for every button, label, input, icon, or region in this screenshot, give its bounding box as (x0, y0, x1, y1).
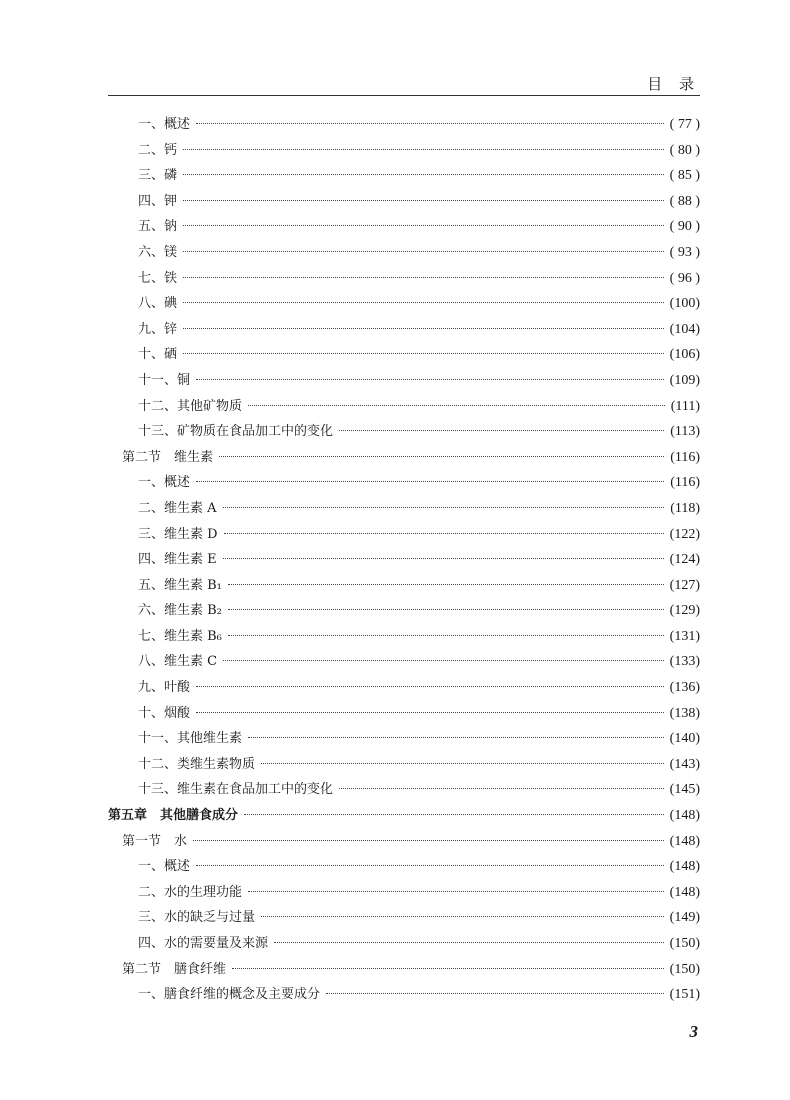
dot-leader (183, 174, 664, 175)
toc-item-row (108, 854, 700, 880)
toc-item-row (108, 496, 700, 522)
dot-leader (223, 660, 664, 661)
dot-leader (224, 533, 664, 534)
toc-entry-label: 二、维生素 A (138, 500, 217, 516)
toc-section-row (108, 445, 700, 471)
dot-leader (232, 968, 664, 969)
dot-leader (248, 891, 664, 892)
dot-leader (228, 609, 664, 610)
dot-leader (223, 558, 664, 559)
toc-item-row (108, 598, 700, 624)
toc-entry-label: 三、水的缺乏与过量 (138, 910, 256, 926)
toc-entry-label: 十三、矿物质在食品加工中的变化 (138, 424, 334, 440)
toc-entry-page: (116) (670, 475, 700, 491)
toc-item-row (108, 624, 700, 650)
toc-item-row (108, 880, 700, 906)
toc-entry-page: (150) (669, 961, 700, 977)
dot-leader (261, 763, 664, 764)
dot-leader (196, 379, 664, 380)
toc-entry-page: (116) (670, 449, 700, 465)
toc-entry-label: 四、维生素 E (138, 552, 217, 568)
toc-entry-label: 六、镁 (138, 244, 178, 260)
dot-leader (196, 712, 664, 713)
toc-item-row (108, 240, 700, 266)
toc-entry-page: (113) (670, 424, 700, 440)
toc-entry-label: 三、维生素 D (138, 526, 218, 542)
toc-entry-page: (148) (669, 859, 700, 875)
toc-entry-page: (136) (669, 680, 700, 696)
toc-item-row (108, 649, 700, 675)
dot-leader (248, 405, 665, 406)
toc-entry-page: (148) (669, 884, 700, 900)
dot-leader (326, 993, 664, 994)
toc-entry-page: (118) (670, 500, 700, 516)
toc-entry-page: (111) (670, 398, 700, 414)
toc-entry-page: (122) (669, 526, 700, 542)
toc-entry-page: ( 93 ) (669, 244, 700, 260)
toc-entry-page: (100) (669, 296, 700, 312)
toc-entry-label: 十二、其他矿物质 (138, 398, 243, 414)
toc-entry-page: ( 80 ) (669, 142, 700, 158)
toc-item-row (108, 138, 700, 164)
dot-leader (219, 456, 664, 457)
toc-item-row (108, 214, 700, 240)
dot-leader (183, 353, 664, 354)
toc-entry-label: 七、铁 (138, 270, 178, 286)
toc-entry-page: (151) (669, 987, 700, 1003)
dot-leader (183, 302, 664, 303)
toc-entry-page: ( 85 ) (669, 168, 700, 184)
toc-entry-page: (104) (669, 321, 700, 337)
dot-leader (196, 123, 664, 124)
toc-entry-label: 一、膳食纤维的概念及主要成分 (138, 987, 321, 1003)
toc-item-row (108, 931, 700, 957)
dot-leader (339, 788, 664, 789)
toc-entry-page: (131) (669, 628, 700, 644)
dot-leader (183, 225, 664, 226)
toc-entry-label: 六、维生素 B₂ (138, 603, 222, 619)
toc-entry-label: 一、概述 (138, 475, 191, 491)
toc-item-row (108, 522, 700, 548)
toc-item-row (108, 394, 700, 420)
dot-leader (274, 942, 664, 943)
toc-entry-label: 二、钙 (138, 142, 178, 158)
header-rule (108, 95, 700, 96)
toc-item-row (108, 726, 700, 752)
toc-entry-page: (150) (669, 936, 700, 951)
toc-chapter-row (108, 803, 700, 829)
toc-item-row (108, 163, 700, 189)
toc-entry-page: (129) (669, 603, 700, 619)
toc-entry-page: (127) (669, 577, 700, 593)
toc-entry-page: (148) (669, 833, 700, 849)
toc-entry-label: 一、概述 (138, 859, 191, 875)
dot-leader (196, 481, 664, 482)
toc-entry-label: 十、烟酸 (138, 705, 191, 721)
running-header-title: 目 录 (647, 75, 700, 93)
dot-leader (183, 328, 664, 329)
toc-entry-label: 第二节 膳食纤维 (122, 961, 227, 977)
toc-entry-page: (109) (669, 372, 700, 388)
toc-item-row (108, 982, 700, 1008)
toc-entry-label: 十三、维生素在食品加工中的变化 (138, 782, 334, 798)
toc-entry-page: ( 96 ) (669, 270, 700, 286)
toc-item-row (108, 266, 700, 292)
toc-entry-page: (140) (669, 731, 700, 747)
toc-entry-label: 七、维生素 B₆ (138, 628, 222, 644)
toc-item-row (108, 342, 700, 368)
dot-leader (193, 840, 664, 841)
toc-item-row (108, 419, 700, 445)
toc-entry-label: 第五章 其他膳食成分 (108, 808, 239, 824)
dot-leader (183, 251, 664, 252)
toc-entry-label: 九、叶酸 (138, 680, 191, 696)
toc-entry-label: 四、水的需要量及来源 (138, 936, 269, 951)
toc-entry-label: 十一、其他维生素 (138, 731, 243, 747)
page-number: 3 (689, 1022, 698, 1041)
toc-entry-label: 十二、类维生素物质 (138, 756, 256, 772)
toc-entry-page: (145) (669, 782, 700, 798)
toc-entry-label: 三、磷 (138, 168, 178, 184)
toc-item-row (108, 701, 700, 727)
toc-entry-label: 第一节 水 (122, 833, 188, 849)
toc-item-row (108, 547, 700, 573)
toc-entry-page: (148) (669, 808, 700, 824)
dot-leader (261, 916, 664, 917)
toc-item-row (108, 112, 700, 138)
toc-entry-label: 八、碘 (138, 296, 178, 312)
toc-item-row (108, 317, 700, 343)
toc-item-row (108, 189, 700, 215)
dot-leader (196, 686, 664, 687)
toc-entry-page: (138) (669, 705, 700, 721)
toc-section-row (108, 829, 700, 855)
table-of-contents (108, 112, 700, 1008)
dot-leader (339, 430, 664, 431)
dot-leader (223, 507, 665, 508)
toc-entry-label: 一、概述 (138, 117, 191, 132)
toc-section-row (108, 957, 700, 983)
toc-item-row (108, 573, 700, 599)
toc-item-row (108, 777, 700, 803)
toc-item-row (108, 470, 700, 496)
toc-entry-label: 十、硒 (138, 347, 178, 363)
dot-leader (183, 277, 664, 278)
toc-entry-page: ( 88 ) (669, 193, 700, 209)
dot-leader (183, 149, 664, 150)
dot-leader (228, 635, 664, 636)
toc-entry-label: 九、锌 (138, 321, 178, 337)
toc-entry-page: ( 90 ) (669, 219, 700, 235)
toc-entry-label: 二、水的生理功能 (138, 884, 243, 900)
toc-entry-label: 五、维生素 B₁ (138, 577, 222, 593)
toc-entry-page: (133) (669, 654, 700, 670)
dot-leader (183, 200, 664, 201)
toc-entry-page: ( 77 ) (669, 117, 700, 132)
toc-item-row (108, 291, 700, 317)
toc-entry-page: (149) (669, 910, 700, 926)
dot-leader (196, 865, 664, 866)
dot-leader (228, 584, 664, 585)
toc-entry-page: (143) (669, 756, 700, 772)
toc-entry-label: 第二节 维生素 (122, 449, 214, 465)
toc-entry-page: (124) (669, 552, 700, 568)
dot-leader (248, 737, 664, 738)
toc-entry-label: 四、钾 (138, 193, 178, 209)
toc-entry-label: 八、维生素 C (138, 654, 218, 670)
toc-entry-page: (106) (669, 347, 700, 363)
toc-item-row (108, 368, 700, 394)
toc-item-row (108, 905, 700, 931)
toc-entry-label: 五、钠 (138, 219, 178, 235)
toc-entry-label: 十一、铜 (138, 372, 191, 388)
dot-leader (244, 814, 664, 815)
toc-item-row (108, 752, 700, 778)
toc-item-row (108, 675, 700, 701)
